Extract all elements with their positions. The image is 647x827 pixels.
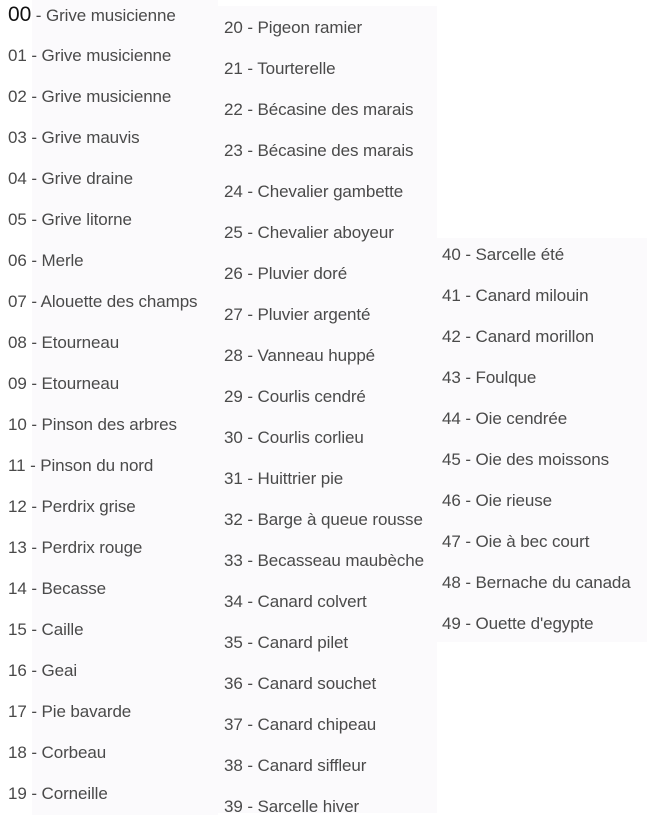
list-item <box>224 335 375 376</box>
item-code: 09 <box>8 374 27 393</box>
item-code: 06 <box>8 251 27 270</box>
item-separator: - <box>242 715 258 734</box>
item-name: Oie rieuse <box>475 491 553 510</box>
item-code: 45 <box>442 450 461 469</box>
item-name: Courlis cendré <box>257 387 366 406</box>
item-separator: - <box>460 614 476 633</box>
list-item <box>8 117 140 158</box>
list-item <box>224 663 376 704</box>
item-separator: - <box>26 743 42 762</box>
list-item <box>224 253 347 294</box>
list-item <box>8 281 197 322</box>
list-item <box>8 199 132 240</box>
item-separator: - <box>242 510 258 529</box>
item-name: Pluvier argenté <box>257 305 371 324</box>
item-code: 14 <box>8 579 27 598</box>
item-code: 02 <box>8 87 27 106</box>
item-name: Grive musicienne <box>45 6 176 25</box>
item-separator: - <box>242 674 258 693</box>
item-name: Oie cendrée <box>475 409 568 428</box>
item-code: 30 <box>224 428 243 447</box>
item-code: 36 <box>224 674 243 693</box>
list-item <box>442 521 589 562</box>
item-name: Bécasine des marais <box>257 141 414 160</box>
bird-list-column-1 <box>0 0 218 815</box>
list-item <box>8 568 106 609</box>
list-item <box>442 234 564 275</box>
item-separator: - <box>242 141 258 160</box>
item-name: Perdrix rouge <box>41 538 143 557</box>
item-code: 05 <box>8 210 27 229</box>
list-item <box>442 275 588 316</box>
item-separator: - <box>460 245 476 264</box>
item-code: 31 <box>224 469 243 488</box>
item-name: Pie bavarde <box>41 702 132 721</box>
list-item <box>8 322 119 363</box>
list-item <box>8 445 153 486</box>
item-name: Becasseau maubèche <box>257 551 424 570</box>
item-name: Chevalier gambette <box>257 182 404 201</box>
item-code: 00 <box>8 3 32 26</box>
item-separator: - <box>460 450 476 469</box>
item-name: Canard siffleur <box>257 756 367 775</box>
item-code: 11 <box>8 456 26 475</box>
item-name: Grive draine <box>41 169 133 188</box>
item-separator: - <box>26 497 42 516</box>
item-separator: - <box>26 87 42 106</box>
item-separator: - <box>25 456 41 475</box>
item-name: Chevalier aboyeur <box>257 223 394 242</box>
item-separator: - <box>26 46 42 65</box>
list-item <box>224 458 343 499</box>
item-name: Canard souchet <box>257 674 377 693</box>
item-separator: - <box>31 6 46 25</box>
list-item <box>224 499 423 540</box>
item-code: 42 <box>442 327 461 346</box>
item-separator: - <box>242 797 258 816</box>
item-separator: - <box>242 756 258 775</box>
list-item <box>224 48 336 89</box>
item-separator: - <box>242 469 258 488</box>
list-item <box>8 650 77 691</box>
item-name: Pinson des arbres <box>41 415 177 434</box>
item-name: Bernache du canada <box>475 573 631 592</box>
list-item <box>8 76 171 117</box>
item-name: Barge à queue rousse <box>257 510 423 529</box>
item-name: Perdrix grise <box>41 497 136 516</box>
item-code: 27 <box>224 305 243 324</box>
item-code: 43 <box>442 368 461 387</box>
list-item <box>8 158 133 199</box>
item-name: Bécasine des marais <box>257 100 414 119</box>
item-name: Corbeau <box>41 743 107 762</box>
item-name: Caille <box>41 620 84 639</box>
list-item <box>8 0 176 35</box>
item-code: 49 <box>442 614 461 633</box>
item-name: Tourterelle <box>257 59 336 78</box>
item-code: 33 <box>224 551 243 570</box>
item-name: Canard colvert <box>257 592 367 611</box>
list-item <box>224 89 413 130</box>
item-name: Becasse <box>41 579 107 598</box>
item-name: Vanneau huppé <box>257 346 376 365</box>
item-separator: - <box>242 387 258 406</box>
list-item <box>8 404 177 445</box>
list-item <box>442 316 594 357</box>
list-item <box>224 130 413 171</box>
list-item <box>224 786 359 827</box>
list-item <box>8 732 106 773</box>
item-separator: - <box>460 286 476 305</box>
list-item <box>8 773 108 814</box>
item-separator: - <box>242 59 258 78</box>
item-name: Corneille <box>41 784 108 803</box>
item-separator: - <box>460 491 476 510</box>
item-name: Canard chipeau <box>257 715 377 734</box>
item-code: 24 <box>224 182 243 201</box>
item-name: Sarcelle été <box>475 245 565 264</box>
item-name: Sarcelle hiver <box>257 797 360 816</box>
item-name: Huittrier pie <box>257 469 344 488</box>
item-separator: - <box>26 784 42 803</box>
item-name: Pigeon ramier <box>257 18 363 37</box>
item-name: Etourneau <box>41 374 120 393</box>
item-separator: - <box>242 182 258 201</box>
item-code: 17 <box>8 702 27 721</box>
item-code: 44 <box>442 409 461 428</box>
item-name: Canard milouin <box>475 286 589 305</box>
list-item <box>442 480 552 521</box>
item-separator: - <box>460 409 476 428</box>
list-item <box>8 527 142 568</box>
item-separator: - <box>26 333 42 352</box>
item-separator: - <box>242 18 258 37</box>
item-code: 48 <box>442 573 461 592</box>
item-code: 19 <box>8 784 27 803</box>
item-name: Oie à bec court <box>475 532 590 551</box>
item-name: Geai <box>41 661 78 680</box>
item-separator: - <box>242 551 258 570</box>
list-item <box>224 622 348 663</box>
item-code: 21 <box>224 59 243 78</box>
list-item <box>224 171 403 212</box>
item-separator: - <box>460 327 476 346</box>
item-separator: - <box>26 702 42 721</box>
item-separator: - <box>242 592 258 611</box>
item-name: Pluvier doré <box>257 264 348 283</box>
item-code: 28 <box>224 346 243 365</box>
list-item <box>224 294 370 335</box>
item-code: 13 <box>8 538 27 557</box>
item-name: Pinson du nord <box>40 456 154 475</box>
item-separator: - <box>26 374 42 393</box>
list-item <box>8 609 83 650</box>
list-item <box>442 357 536 398</box>
item-code: 08 <box>8 333 27 352</box>
item-separator: - <box>242 264 258 283</box>
item-separator: - <box>26 251 42 270</box>
list-item <box>224 745 366 786</box>
item-separator: - <box>26 169 42 188</box>
item-code: 23 <box>224 141 243 160</box>
item-name: Courlis corlieu <box>257 428 364 447</box>
item-name: Etourneau <box>41 333 120 352</box>
item-separator: - <box>26 128 42 147</box>
item-code: 25 <box>224 223 243 242</box>
item-name: Grive litorne <box>41 210 132 229</box>
list-item <box>8 691 131 732</box>
item-code: 10 <box>8 415 27 434</box>
item-code: 32 <box>224 510 243 529</box>
item-separator: - <box>26 538 42 557</box>
item-code: 41 <box>442 286 461 305</box>
item-name: Canard morillon <box>475 327 595 346</box>
item-code: 18 <box>8 743 27 762</box>
item-code: 35 <box>224 633 243 652</box>
item-separator: - <box>242 428 258 447</box>
item-separator: - <box>26 620 42 639</box>
item-separator: - <box>26 579 42 598</box>
item-name: Grive musicienne <box>41 87 172 106</box>
bird-list-column-2 <box>218 6 437 816</box>
item-code: 29 <box>224 387 243 406</box>
item-code: 22 <box>224 100 243 119</box>
item-code: 01 <box>8 46 27 65</box>
item-separator: - <box>242 633 258 652</box>
item-code: 47 <box>442 532 461 551</box>
item-name: Ouette d'egypte <box>475 614 594 633</box>
item-name: Alouette des champs <box>40 292 198 311</box>
list-item <box>224 581 367 622</box>
item-code: 39 <box>224 797 243 816</box>
list-item <box>8 363 119 404</box>
item-name: Oie des moissons <box>475 450 610 469</box>
item-separator: - <box>242 100 258 119</box>
item-code: 38 <box>224 756 243 775</box>
item-separator: - <box>242 305 258 324</box>
item-separator: - <box>26 210 42 229</box>
item-code: 12 <box>8 497 27 516</box>
item-code: 40 <box>442 245 461 264</box>
item-separator: - <box>242 346 258 365</box>
item-code: 03 <box>8 128 27 147</box>
list-item <box>224 376 366 417</box>
item-code: 04 <box>8 169 27 188</box>
list-item <box>8 240 84 281</box>
list-item <box>442 398 567 439</box>
list-item <box>442 439 609 480</box>
item-name: Merle <box>41 251 84 270</box>
list-item <box>224 212 394 253</box>
item-code: 16 <box>8 661 27 680</box>
list-item <box>8 35 171 76</box>
list-item <box>8 486 136 527</box>
item-name: Grive mauvis <box>41 128 140 147</box>
item-separator: - <box>26 415 42 434</box>
list-item <box>442 562 631 603</box>
item-separator: - <box>26 661 42 680</box>
item-code: 26 <box>224 264 243 283</box>
item-separator: - <box>460 532 476 551</box>
list-item <box>224 417 364 458</box>
item-separator: - <box>460 368 476 387</box>
item-code: 46 <box>442 491 461 510</box>
list-item <box>442 603 594 644</box>
item-separator: - <box>460 573 476 592</box>
bird-list-column-3 <box>437 238 647 642</box>
item-name: Foulque <box>475 368 537 387</box>
item-code: 37 <box>224 715 243 734</box>
item-name: Grive musicienne <box>41 46 172 65</box>
item-separator: - <box>26 292 41 311</box>
item-code: 20 <box>224 18 243 37</box>
list-item <box>224 7 362 48</box>
list-item <box>224 540 424 581</box>
item-code: 15 <box>8 620 27 639</box>
item-name: Canard pilet <box>257 633 348 652</box>
item-code: 34 <box>224 592 243 611</box>
item-code: 07 <box>8 292 27 311</box>
item-separator: - <box>242 223 258 242</box>
list-item <box>224 704 376 745</box>
